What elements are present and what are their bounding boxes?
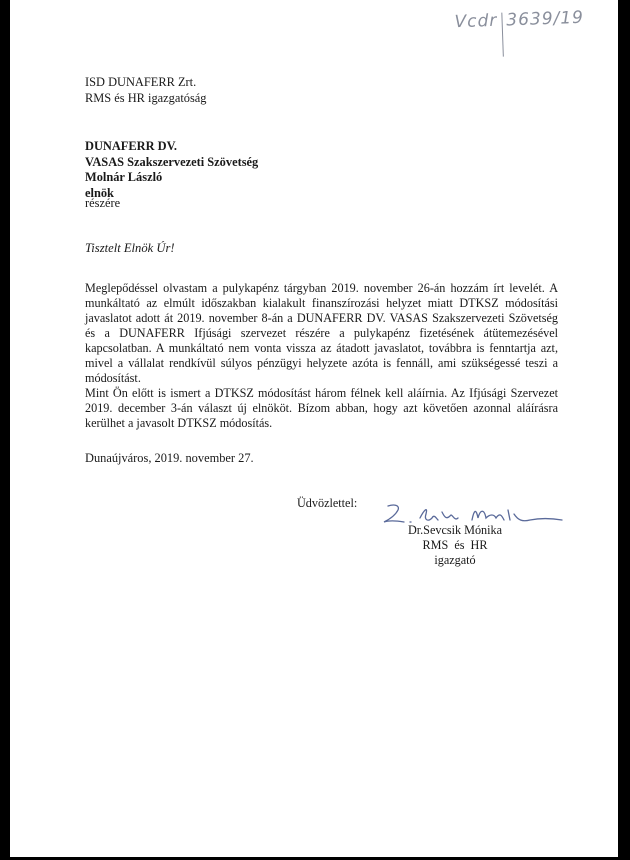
- handwritten-reference-number: [454, 8, 585, 56]
- sender-company: ISD DUNAFERR Zrt.: [85, 75, 197, 89]
- signer-title: RMS és HR igazgató: [422, 538, 488, 567]
- sender-block: [85, 75, 207, 106]
- closing-greeting: Üdvözlettel:: [297, 496, 358, 510]
- body-paragraph-1: Meglepődéssel olvastam a pulykapénz tárgyban 2019. november 26-án hozzám írt levelét. A munkáltató az elmúlt időszakban kialakult finanszírozási helyzet miatt DTKSZ módosítási javaslatot adott át 2019. november 8-án a DUNAFERR DV. VASAS Szakszervezeti Szövetség és a DUNAFERR Ifjúsági szervezet részére a pulykapénz fizetésének átütemezésével kapcsolatban. A munkáltató nem vonta vissza az átadott javaslatot, továbbra is fenntartja azt, mivel a vállalat rendkívül súlyos pénzügyi helyzete azóta is fennáll, ami szükségessé teszi a módosítást.: [85, 281, 558, 385]
- reference-prefix: Vcdr: [454, 10, 498, 33]
- reference-divider: [501, 13, 504, 57]
- reszere-label: részére: [85, 196, 121, 210]
- place-date: Dunaújváros, 2019. november 27.: [85, 451, 254, 465]
- recipient-block: [85, 139, 258, 201]
- sender-department: RMS és HR igazgatóság: [85, 90, 207, 105]
- letter-page: [10, 0, 618, 857]
- signer-block: [400, 523, 510, 568]
- body-paragraph-2: Mint Ön előtt is ismert a DTKSZ módosítást három félnek kell aláírnia. Az Ifjúsági Szervezet 2019. december 3-án választ új elnököt. Bízom abban, hogy azt követően azonnal aláírásra kerülhet a javasolt DTKSZ módosítás.: [85, 386, 558, 430]
- recipient-line2: VASAS Szakszervezeti Szövetség: [85, 154, 259, 169]
- letter-body: [85, 281, 558, 431]
- signer-name: Dr.Sevcsik Mónika: [407, 523, 503, 537]
- salutation: Tisztelt Elnök Úr!: [85, 241, 175, 255]
- reference-number: 3639/19: [506, 7, 585, 31]
- recipient-title: elnök: [85, 185, 114, 200]
- recipient-line1: DUNAFERR DV.: [85, 139, 178, 153]
- recipient-name: Molnár László: [85, 170, 163, 184]
- signature-stroke: [384, 505, 562, 522]
